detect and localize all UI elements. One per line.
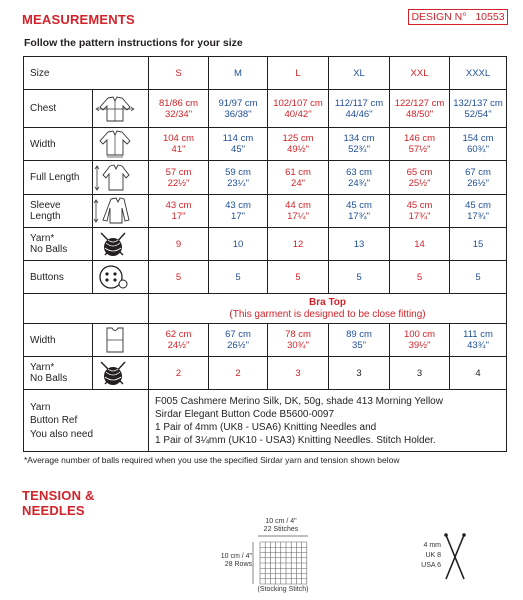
value-inches: 52/54" bbox=[464, 108, 492, 120]
bra-width-value bbox=[329, 324, 390, 357]
value-inches: 40/42" bbox=[284, 108, 312, 120]
spec-line: Sirdar Elegant Button Code B5600-0097 bbox=[155, 408, 335, 420]
value-cm: 134 cm bbox=[343, 133, 375, 144]
bra-width-value bbox=[209, 324, 268, 357]
measure-value bbox=[329, 161, 390, 195]
value-cm: 62 cm bbox=[165, 329, 192, 340]
needle-size-usa: USA 6 bbox=[421, 562, 441, 569]
yarn-label-2: No Balls bbox=[30, 373, 68, 384]
value-cm: 78 cm bbox=[285, 329, 311, 340]
yarn-balls-value: 14 bbox=[390, 228, 450, 261]
measure-value bbox=[390, 90, 450, 128]
size-xl: XL bbox=[329, 57, 390, 90]
buttons-value: 5 bbox=[268, 261, 329, 294]
tension-height-label: 10 cm / 4" bbox=[220, 553, 252, 560]
spec-line: 1 Pair of 3¼mm (UK10 - USA3) Knitting Needles. Stitch Holder. bbox=[155, 434, 436, 446]
size-row bbox=[24, 57, 507, 90]
buttons-label: Buttons bbox=[24, 261, 93, 294]
yarn-label-1: Yarn* bbox=[30, 233, 55, 244]
spec-line: 1 Pair of 4mm (UK8 - USA6) Knitting Needles and bbox=[155, 421, 377, 433]
measure-2-label: Full Length bbox=[24, 161, 93, 195]
yarn-ball-icon bbox=[93, 357, 149, 390]
value-inches: 39½" bbox=[408, 340, 431, 351]
bra-yarn-value: 3 bbox=[268, 357, 329, 390]
design-number-box bbox=[408, 9, 508, 25]
yarn-balls-value: 9 bbox=[149, 228, 209, 261]
specs-row bbox=[24, 390, 507, 452]
value-inches: 35" bbox=[352, 340, 366, 351]
tension-heading bbox=[22, 488, 95, 518]
value-inches: 17¼" bbox=[287, 211, 309, 222]
yarn-balls-value: 13 bbox=[329, 228, 390, 261]
value-cm: 114 cm bbox=[222, 133, 254, 144]
measure-value bbox=[329, 128, 390, 161]
value-inches: 23¼" bbox=[227, 177, 249, 189]
value-cm: 67 cm bbox=[225, 329, 251, 340]
design-label: DESIGN N° bbox=[411, 11, 467, 23]
value-inches: 49½" bbox=[287, 144, 309, 155]
yarn-row bbox=[24, 228, 507, 261]
measure-value bbox=[268, 195, 329, 228]
size-s: S bbox=[149, 57, 209, 90]
value-inches: 48/50" bbox=[405, 108, 434, 120]
measure-0-row bbox=[24, 90, 507, 128]
value-cm: 43 cm bbox=[225, 200, 251, 211]
page-title: MEASUREMENTS bbox=[22, 12, 135, 27]
measurements-table bbox=[23, 56, 507, 452]
value-cm: 132/137 cm bbox=[453, 97, 503, 109]
value-cm: 111 cm bbox=[463, 329, 493, 340]
measure-value bbox=[390, 128, 450, 161]
button-icon bbox=[93, 261, 149, 294]
measure-3-label: Sleeve Length bbox=[24, 195, 93, 228]
bra-width-value bbox=[450, 324, 507, 357]
value-cm: 57 cm bbox=[165, 166, 192, 178]
value-cm: 104 cm bbox=[162, 133, 195, 144]
knitting-needles-icon bbox=[440, 532, 470, 582]
value-cm: 43 cm bbox=[165, 200, 192, 211]
width-cardigan-icon bbox=[93, 128, 149, 161]
value-inches: 24¾" bbox=[348, 177, 370, 189]
value-cm: 45 cm bbox=[346, 200, 372, 211]
measure-value bbox=[268, 161, 329, 195]
value-cm: 125 cm bbox=[282, 133, 314, 144]
bra-yarn-value: 2 bbox=[209, 357, 268, 390]
value-cm: 102/107 cm bbox=[273, 97, 323, 109]
value-inches: 24½" bbox=[167, 340, 190, 351]
value-inches: 41" bbox=[171, 144, 186, 155]
value-inches: 30¾" bbox=[287, 340, 309, 351]
value-cm: 45 cm bbox=[465, 200, 491, 211]
value-cm: 122/127 cm bbox=[394, 97, 445, 109]
value-cm: 146 cm bbox=[403, 133, 436, 144]
bra-top-blank bbox=[24, 294, 149, 324]
measure-value bbox=[390, 195, 450, 228]
yarn-label-2: No Balls bbox=[30, 244, 68, 255]
tension-heading-line1: TENSION & bbox=[22, 488, 95, 503]
value-inches: 22½" bbox=[167, 177, 190, 189]
length-cardigan-icon bbox=[93, 161, 149, 195]
value-inches: 45" bbox=[231, 144, 245, 155]
buttons-value: 5 bbox=[450, 261, 507, 294]
bra-yarn-row bbox=[24, 357, 507, 390]
buttons-value: 5 bbox=[390, 261, 450, 294]
bra-top-subtitle: (This garment is designed to be close fitting) bbox=[229, 308, 426, 320]
value-inches: 17¾" bbox=[408, 211, 431, 222]
bra-width-value bbox=[149, 324, 209, 357]
measure-value bbox=[149, 195, 209, 228]
value-inches: 43¾" bbox=[467, 340, 489, 351]
needle-size-uk: UK 8 bbox=[425, 552, 441, 559]
value-inches: 24" bbox=[291, 177, 305, 189]
value-inches: 17" bbox=[231, 211, 245, 222]
yarn-balls-value: 12 bbox=[268, 228, 329, 261]
buttons-value: 5 bbox=[209, 261, 268, 294]
measure-value bbox=[149, 90, 209, 128]
measure-value bbox=[149, 161, 209, 195]
size-xxxl: XXXL bbox=[450, 57, 507, 90]
spec-label: Yarn bbox=[30, 401, 51, 413]
value-cm: 91/97 cm bbox=[218, 97, 258, 109]
spec-label: Button Ref bbox=[30, 414, 78, 426]
yarn-ball-icon bbox=[93, 228, 149, 261]
bra-yarn-value: 2 bbox=[149, 357, 209, 390]
spec-label: You also need bbox=[30, 428, 94, 440]
size-label: Size bbox=[24, 57, 149, 90]
bra-yarn-value: 4 bbox=[450, 357, 507, 390]
buttons-value: 5 bbox=[149, 261, 209, 294]
size-l: L bbox=[268, 57, 329, 90]
tension-swatch-grid bbox=[252, 534, 318, 586]
measure-value bbox=[268, 128, 329, 161]
value-inches: 57½" bbox=[408, 144, 431, 155]
bra-top-banner bbox=[149, 294, 507, 324]
measure-1-row bbox=[24, 128, 507, 161]
chest-cardigan-icon bbox=[93, 90, 149, 128]
value-cm: 44 cm bbox=[285, 200, 311, 211]
measure-3-row bbox=[24, 195, 507, 228]
measure-value bbox=[268, 90, 329, 128]
specs-values bbox=[149, 390, 507, 452]
value-cm: 63 cm bbox=[346, 166, 372, 178]
tension-width-label: 10 cm / 4" bbox=[265, 518, 297, 525]
value-cm: 67 cm bbox=[465, 166, 491, 178]
size-xxl: XXL bbox=[390, 57, 450, 90]
value-inches: 26½" bbox=[227, 340, 249, 351]
bra-width-value bbox=[268, 324, 329, 357]
measure-value bbox=[390, 161, 450, 195]
bra-width-row bbox=[24, 324, 507, 357]
value-cm: 81/86 cm bbox=[158, 97, 199, 109]
value-cm: 154 cm bbox=[462, 133, 494, 144]
value-cm: 89 cm bbox=[346, 329, 372, 340]
yarn-label bbox=[24, 228, 93, 261]
measure-value bbox=[209, 195, 268, 228]
measure-0-label: Chest bbox=[24, 90, 93, 128]
footnote: *Average number of balls required when you use the specified Sirdar yarn and tension shown below bbox=[24, 455, 400, 465]
value-inches: 26½" bbox=[467, 177, 489, 189]
bra-yarn-value: 3 bbox=[329, 357, 390, 390]
measure-value bbox=[329, 90, 390, 128]
specs-labels bbox=[24, 390, 149, 452]
value-cm: 45 cm bbox=[406, 200, 433, 211]
value-inches: 17¾" bbox=[467, 211, 489, 222]
value-cm: 59 cm bbox=[225, 166, 251, 178]
buttons-value: 5 bbox=[329, 261, 390, 294]
measure-value bbox=[450, 90, 507, 128]
value-inches: 32/34" bbox=[164, 108, 193, 120]
value-inches: 17¾" bbox=[348, 211, 370, 222]
yarn-balls-value: 10 bbox=[209, 228, 268, 261]
value-inches: 17" bbox=[171, 211, 186, 222]
buttons-row bbox=[24, 261, 507, 294]
bra-width-value bbox=[390, 324, 450, 357]
value-inches: 36/38" bbox=[224, 108, 252, 120]
measure-value bbox=[450, 161, 507, 195]
measure-value bbox=[209, 90, 268, 128]
spec-line: F005 Cashmere Merino Silk, DK, 50g, shade 413 Morning Yellow bbox=[155, 395, 443, 407]
value-cm: 112/117 cm bbox=[334, 97, 384, 109]
measure-1-label: Width bbox=[24, 128, 93, 161]
value-cm: 65 cm bbox=[406, 166, 433, 178]
value-inches: 52¾" bbox=[348, 144, 370, 155]
tension-heading-line2: NEEDLES bbox=[22, 503, 85, 518]
measure-2-row bbox=[24, 161, 507, 195]
value-inches: 44/46" bbox=[345, 108, 373, 120]
measure-value bbox=[450, 195, 507, 228]
intro-text: Follow the pattern instructions for your size bbox=[24, 37, 243, 49]
bra-top-row bbox=[24, 294, 507, 324]
sleeve-cardigan-icon bbox=[93, 195, 149, 228]
yarn-balls-value: 15 bbox=[450, 228, 507, 261]
bra-yarn-value: 3 bbox=[390, 357, 450, 390]
needle-size-mm: 4 mm bbox=[423, 542, 441, 549]
measure-value bbox=[209, 161, 268, 195]
bra-top-icon bbox=[93, 324, 149, 357]
measure-value bbox=[329, 195, 390, 228]
measure-value bbox=[149, 128, 209, 161]
tension-stitches-label: 22 Stitches bbox=[263, 526, 299, 533]
tension-rows-label: 28 Rows bbox=[224, 561, 252, 568]
bra-yarn-label bbox=[24, 357, 93, 390]
yarn-label-1: Yarn* bbox=[30, 362, 55, 373]
bra-width-label: Width bbox=[24, 324, 93, 357]
size-m: M bbox=[209, 57, 268, 90]
measure-value bbox=[450, 128, 507, 161]
design-number: 10553 bbox=[475, 11, 505, 23]
value-cm: 61 cm bbox=[285, 166, 311, 178]
value-cm: 100 cm bbox=[403, 329, 436, 340]
measure-value bbox=[209, 128, 268, 161]
bra-top-title: Bra Top bbox=[308, 296, 347, 308]
value-inches: 25½" bbox=[408, 177, 431, 189]
stocking-stitch-label: (Stocking Stitch) bbox=[257, 586, 309, 593]
value-inches: 60¾" bbox=[467, 144, 489, 155]
